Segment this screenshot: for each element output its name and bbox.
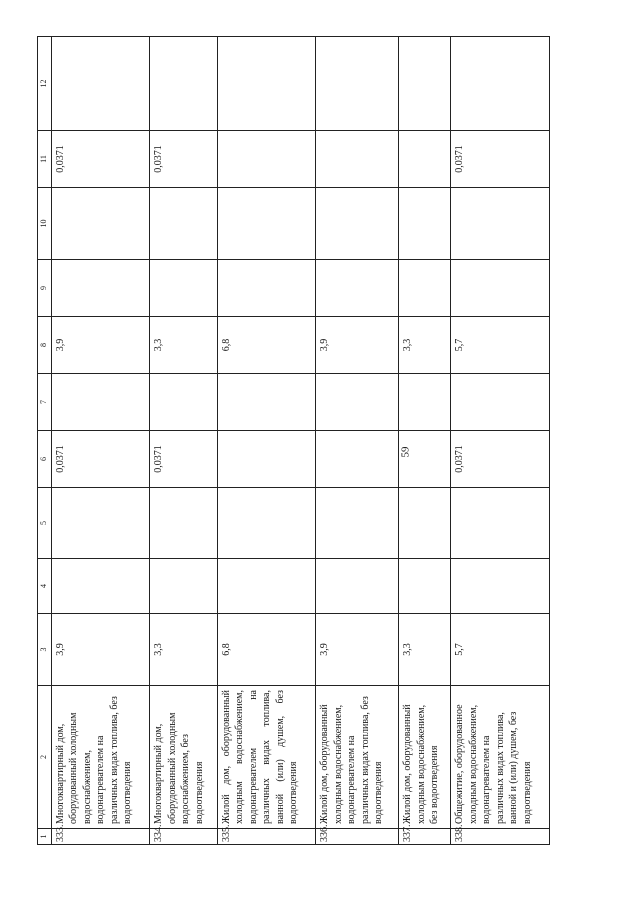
table-cell xyxy=(51,260,149,317)
table-cell xyxy=(150,559,218,614)
row-description: Общежитие, оборудованное холодным водоснабжением, водонагревателем на различных видах топлива, ванной и (или) душем, без водоотведения xyxy=(451,686,550,829)
table-cell xyxy=(316,488,399,559)
row-description: Многоквартирный дом, оборудованный холодным водоснабжением, без водоотведения xyxy=(150,686,218,829)
table-cell: 3,9 xyxy=(316,317,399,374)
table-cell xyxy=(217,188,315,260)
table-cell xyxy=(399,37,451,131)
table-cell xyxy=(451,559,550,614)
table-cell: 3,9 xyxy=(316,614,399,686)
table-cell xyxy=(150,374,218,431)
table-cell xyxy=(316,431,399,488)
row-index: 338. xyxy=(451,829,550,845)
table-cell: 6,8 xyxy=(217,614,315,686)
table-cell xyxy=(316,37,399,131)
table-cell: 3,3 xyxy=(150,317,218,374)
table-cell xyxy=(399,374,451,431)
table-cell: 5,7 xyxy=(451,614,550,686)
table-cell xyxy=(399,260,451,317)
page-number: 59 xyxy=(399,446,412,458)
table-cell xyxy=(451,260,550,317)
column-header: 3 xyxy=(38,614,52,686)
table-cell xyxy=(399,559,451,614)
table-cell xyxy=(316,559,399,614)
table-cell xyxy=(399,431,451,488)
table-cell xyxy=(51,374,149,431)
table-cell: 0,0371 xyxy=(150,131,218,188)
column-header: 10 xyxy=(38,188,52,260)
column-header: 2 xyxy=(38,686,52,829)
column-header: 8 xyxy=(38,317,52,374)
row-description: Жилой дом, оборудованный холодным водоснабжением, водонагревателем на различных видах топлива, ванной (или) душем, без водоотведения xyxy=(217,686,315,829)
table-cell xyxy=(51,488,149,559)
table-cell xyxy=(51,37,149,131)
row-index: 337. xyxy=(399,829,451,845)
table-cell xyxy=(150,488,218,559)
table-cell: 0,0371 xyxy=(451,431,550,488)
table-cell xyxy=(399,131,451,188)
table-cell xyxy=(316,188,399,260)
row-index: 334. xyxy=(150,829,218,845)
table-cell xyxy=(316,374,399,431)
column-number-row xyxy=(38,37,52,845)
row-index: 336. xyxy=(316,829,399,845)
table-cell xyxy=(399,488,451,559)
table-cell xyxy=(399,188,451,260)
table-row xyxy=(51,37,149,845)
table-cell: 0,0371 xyxy=(51,431,149,488)
table-row xyxy=(451,37,550,845)
column-header: 9 xyxy=(38,260,52,317)
norms-table xyxy=(37,36,550,845)
row-index: 335. xyxy=(217,829,315,845)
table-cell xyxy=(51,559,149,614)
row-description: Многоквартирный дом, оборудованный холодным водоснабжением, водонагревателем на различных видах топлива, без водоотведения xyxy=(51,686,149,829)
table-row xyxy=(150,37,218,845)
table-cell xyxy=(217,37,315,131)
table-cell: 3,3 xyxy=(399,614,451,686)
table-cell: 0,0371 xyxy=(451,131,550,188)
table-cell xyxy=(217,131,315,188)
table-cell: 6,8 xyxy=(217,317,315,374)
table-cell: 0,0371 xyxy=(150,431,218,488)
table-cell xyxy=(217,488,315,559)
table-cell xyxy=(51,188,149,260)
table-cell xyxy=(316,260,399,317)
column-header: 1 xyxy=(38,829,52,845)
table-cell xyxy=(150,188,218,260)
table-cell: 5,7 xyxy=(451,317,550,374)
column-header: 4 xyxy=(38,559,52,614)
table-cell xyxy=(451,37,550,131)
table-cell: 3,3 xyxy=(150,614,218,686)
column-header: 11 xyxy=(38,131,52,188)
column-header: 7 xyxy=(38,374,52,431)
table-cell xyxy=(451,374,550,431)
table-cell xyxy=(451,488,550,559)
table-row xyxy=(316,37,399,845)
rotated-table-wrapper xyxy=(37,37,550,845)
table-cell: 3,3 xyxy=(399,317,451,374)
table-row xyxy=(217,37,315,845)
row-index: 333. xyxy=(51,829,149,845)
table-cell xyxy=(217,431,315,488)
table-row xyxy=(399,37,451,845)
table-cell: 3,9 xyxy=(51,614,149,686)
row-description: Жилой дом, оборудованный холодным водоснабжением, водонагревателем на различных видах топлива, без водоотведения xyxy=(316,686,399,829)
table-cell xyxy=(150,260,218,317)
table-cell xyxy=(217,559,315,614)
table-cell xyxy=(316,131,399,188)
column-header: 6 xyxy=(38,431,52,488)
table-cell xyxy=(217,374,315,431)
column-header: 5 xyxy=(38,488,52,559)
table-cell: 0,0371 xyxy=(51,131,149,188)
row-description: Жилой дом, оборудованный холодным водоснабжением, без водоотведения xyxy=(399,686,451,829)
table-cell xyxy=(217,260,315,317)
table-cell: 3,9 xyxy=(51,317,149,374)
column-header: 12 xyxy=(38,37,52,131)
table-cell xyxy=(150,37,218,131)
table-cell xyxy=(451,188,550,260)
